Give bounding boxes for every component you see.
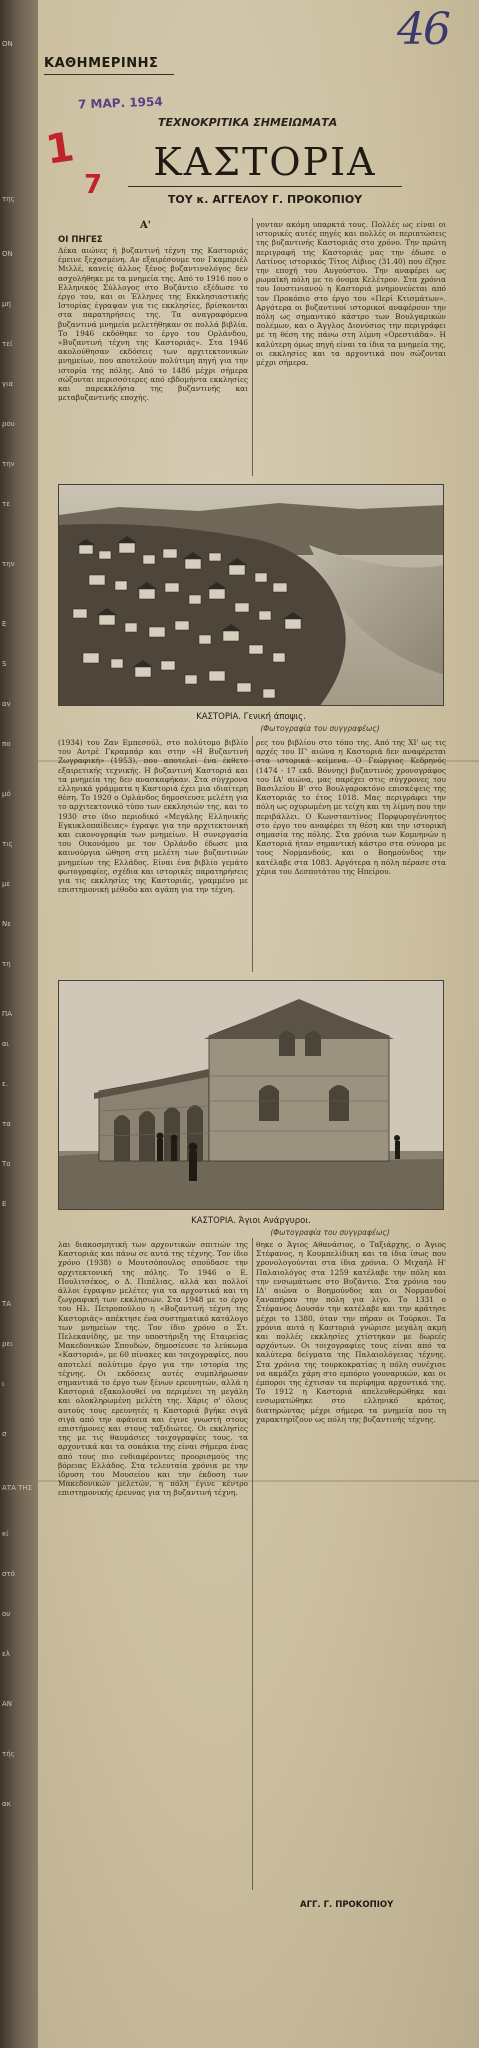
neighbouring-clippings-strip [0,0,38,2048]
part-heading: Α' [140,220,151,231]
photo-agioi-anargyroi [58,980,444,1210]
text-column-2-bottom: θηκε ο Άγιος Αθανάσιος, ο Ταξιάρχης, ο Άγιος Στέφανος, η Κουμπελίδικη και τα ίδια ίσως που χρονολογούνται στα ίδια χρόνια. Ο Μιχαήλ Η' Παλαιολόγος στα 1259 κατέλαβε την πόλη και την ενσωμάτωσε στο Βυζάντιο. Στα χρόνια του ΙΔ' αιώνα ο Βοημούνδος και οι Νορμανδοί ξαναπήραν την πόλη για λίγο. Το 1331 ο Στέφανος Δουσάν την κατέλαβε και την κράτησε μέχρι το 1380, όταν την πήραν οι Τούρκοι. Τα χρόνια αυτά η Καστοριά γνώρισε μεγάλη ακμή και πολλές εκκλησίες χτίστηκαν με δωρεές αρχόντων. Οι τοιχογραφίες τους είναι από τα καλύτερα δείγματα της Παλαιολόγειας τέχνης. Στα χρόνια της τουρκοκρατίας η πόλη συνέχισε να ακμάζει χάρη στο εμπόριο γουναρικών, και οι έμποροι της έχτισαν τα περίφημα αρχοντικά της. Το 1912 η Καστοριά απελευθερώθηκε και ενσωματώθηκε στο ελληνικό κράτος, διατηρώντας μέχρι σήμερα τα μνημεία που τη χαρακτηρίζουν ως πόλη της βυζαντινής τέχνης. [256,1240,446,1424]
text-column-2-middle: ρες του βιβλίου στο τόπο της. Από της XI' ως τις αρχές του ΙΓ' αιώνα η Καστοριά δεν αναφέρεται στα ιστορικά κείμενα. Ο Γεώργιος Κεδρηνός (1474 - 17 εκδ. Βόννης) βυζαντινός χρονογράφος του ΙΑ' αιώνα, μας παρέχει στις σύγχρονες του Βασιλείου Β' στο Βουλγαροκτόνο επισκέψεις της Καστοριάς το έτος 1018. Μας περιγράφει την πόλη ως οχυρωμένη με τείχη και τη λίμνη που την περιβάλλει. Ο Κωνσταντίνος Πορφυρογέννητος στο έργο του αναφέρει τη θέση και την ιστορική σημασία της πόλης. Στα χρόνια των Κομνηνών η Καστοριά ήταν σημαντική κάστρο στα σύνορα με τους Νορμανδούς, και ο Βοημούνδος την κατέλαβε στα 1083. Αργότερα η πόλη πέρασε στα χέρια του Δεσποτάτου της Ηπείρου. [256,738,446,876]
left-fragment: ΤΑ [2,1300,12,1308]
left-fragment: ρου [2,420,15,428]
photo-caption-agioi-anargyroi: ΚΑΣΤΟΡΙΑ. Άγιοι Ανάργυροι. [191,1216,311,1226]
left-fragment: την [2,460,15,468]
column-rule [252,1238,253,1890]
left-fragment: ου [2,1610,11,1618]
left-fragment: κί [2,1530,9,1538]
photo-credit-general-view: (Φωτογραφία του συγγραφέως) [260,724,380,733]
left-fragment: ΠΑ [2,1010,13,1018]
left-fragment: μη [2,300,11,308]
section-heading: ΤΕΧΝΟΚΡΙΤΙΚΑ ΣΗΜΕΙΩΜΑΤΑ [158,116,338,129]
left-fragment: για [2,380,14,388]
church-photo-image [59,981,444,1210]
newspaper-name: ΚΑΘΗΜΕΡΙΝΗΣ [44,56,159,71]
left-fragment: ΟΝ [2,250,13,258]
text-column-2-top: γονταν ακόμη υπαρκτά τους. Πολλές ως είναι οι ιστορικές αυτές πηγές και πολλές οι περιπτώσεις της βυζαντινής Καστοριάς στο χρόνο. Την πρώτη περιγραφή της Καστοριάς μας την έδωσε ο Λατίνος ιστορικός Τίτος Λίβιος (31.40) που έζησε την εποχή του Αυγούστου. Την αναφέρει ως ρωμαϊκή πόλη με το όνομα Κελέτρον. Στα χρόνια του Ιουστινιανού η Καστοριά μνημονεύεται από τον Προκόπιο στο έργο του «Περί Κτισμάτων». Αργότερα οι βυζαντινοί ιστορικοί αναφέρουν την πόλη ως σημαντικό κάστρο των Βουλγαρικών πολέμων, και ο Άγγλος Διονύσιος την περιγράφει με τη θέση της πάνω στη λίμνη «Ορεστιάδα». Η καλύτερη όμως πηγή είναι τα ίδια τα μνημεία της, οι εκκλησίες και τα αρχοντικά που σώζονται μέχρι σήμερα. [256,220,446,368]
left-fragment: σ [2,1430,7,1438]
left-fragment: αι [2,1040,9,1048]
left-fragment: μό [2,790,11,798]
subheading: ΟΙ ΠΗΓΕΣ [58,235,103,245]
article-byline: ΤΟΥ κ. ΑΓΓΕΛΟΥ Γ. ΠΡΟΚΟΠΙΟΥ [167,193,363,206]
left-fragment: τεί [2,340,13,348]
left-fragment: πο [2,740,11,748]
photo-credit-agioi-anargyroi: (Φωτογραφία του συγγραφέως) [270,1228,390,1237]
handwritten-page-number: 46 [397,4,449,55]
left-fragment: Ε [2,620,7,628]
left-fragment: αν [2,700,11,708]
photo-caption-general-view: ΚΑΣΤΟΡΙΑ. Γενική άποψις. [196,712,306,722]
left-fragment: ΑΝ [2,1700,13,1708]
left-fragment: Νε [2,920,12,928]
text-column-1-top: Δέκα αιώνες ή βυζαντινή τέχνη της Καστοριάς έμεινε ξεχασμένη. Αν εξαιρέσουμε τον Γκαμπριέλ Μιλλέ, κανείς άλλος ξένος βυζαντινολόγος δεν ασχολήθηκε με τα μνημεία της. Από το 1916 που ο Ελληνικός Σύλλογος στο Βυζάντιο εξέδωσε το έργο του, και οι Έλληνες της Εκκλησιαστικής Ιστορίας έγραψαν για τις εκκλησίες, βρίσκονται στα παρατηρήσεις της. Τα αναγραφόμενα βυζαντινά μνημεία μελετήθηκαν σε πολλά βιβλία. Το 1946 εκδόθηκε το έργο του Ορλάνδου, «Βυζαντινή τέχνη της Καστοριάς». Στα 1946 ακολούθησαν εκδόσεις των αρχιτεκτονικών μνημείων, που αποτελούν πολύτιμη πηγή για την ιστορία της πόλης. Από το 1486 μέχρι σήμερα σώζονται περισσότερες από εβδομήντα εκκλησίες και παρεκκλήσια της βυζαντινής και μεταβυζαντινής εποχής. [58,246,248,403]
left-fragment: S [2,660,7,668]
text-column-1-middle: (1934) του Ζαν Εμπεσούλ, στο πολύτομο βιβλίο του Αντρέ Γκραμπάρ και στην «Η Βυζαντινή Ζωγραφική» (1953), που αποτελεί ένα έκθετο εξαιρετικής τεχνικής. Η βυζαντινή Καστοριά και τα μνημεία της δεν ανασκαφήκαν. Στα σύγχρονα ελληνικά γράμματα η Καστοριά έχει μια ιδιαίτερη θέση. Το 1920 ο Ορλάνδος δημοσίευσε μελέτη για το αρχιτεκτονικό τύπο των εκκλησιών της, και το 1930 στο ίδιο περιοδικό «Μεγάλης Ελληνικής Εγκυκλοπαίδειας» έγραψε για την αρχιτεκτονική και εικονογραφία των μνημείων. Η συνεργασία του Οικονόμου με τον Ορλάνδο έδωσε μια καινούργια ώθηση στη μελέτη των βυζαντινών μνημείων της Ελλάδος. Είναι ένα βιβλίο γεμάτο φωτογραφίες, σχέδια και ιστορικές παρατηρήσεις για τις εκκλησίες της Καστοριάς, γραμμένο με επιστημονική μέθοδο και αγάπη για την τέχνη. [58,738,248,895]
left-fragment: Το [2,1160,11,1168]
left-fragment: ελ [2,1650,10,1658]
left-fragment: ακ [2,1800,11,1808]
left-fragment: ρει [2,1340,13,1348]
article-title: ΚΑΣΤΟΡΙΑ [153,140,377,184]
left-fragment: ι [2,1380,5,1388]
left-fragment: τη [2,960,11,968]
masthead-rule [44,74,174,75]
left-fragment: ΑΤΑ ΤΗΣ [2,1484,33,1492]
column-rule [252,736,253,972]
left-fragment: με [2,880,11,888]
left-fragment: της [2,195,15,203]
date-stamp: 7 ΜΑΡ. 1954 [77,94,163,112]
left-fragment: τα [2,1120,11,1128]
left-fragment: τής [2,1750,15,1758]
left-fragment: τις [2,840,13,848]
town-photo-image [59,485,444,706]
left-fragment: την [2,560,15,568]
left-fragment: στό [2,1570,15,1578]
red-annotation-number: 1 [42,124,77,174]
author-signature: ΑΓΓ. Γ. ΠΡΟΚΟΠΙΟΥ [300,1900,394,1910]
column-rule [252,218,253,476]
red-annotation-small: 7 [84,170,103,200]
photo-general-view [58,484,444,706]
left-fragment: Ε [2,1200,7,1208]
byline-rule [128,186,402,187]
text-column-1-bottom: λαι διακοσμητική των αρχοντικών σπιτιών της Καστοριάς και πάνω σε αυτά της τέχνης. Τον ίδιο χρόνο (1938) ο Μουτσόπουλος σπούδασε την αρχιτεκτονική της πόλης. Το 1946 ο Ε. Πουλιτσέκος, ο Δ. Πιπέλιας, αλλά και πολλοί άλλοι έγραψαν μελέτες για τα αρχοντικά και τη ζωγραφική των εκκλησιών. Στα 1948 με το έργο του Ηλ. Πετροπούλου η «Βυζαντινή τέχνη της Καστοριάς» απέκτησε ένα συστηματικό κατάλογο των μνημείων της. Τον ίδιο χρόνο ο Στ. Πελεκανίδης, με την υποστήριξη της Εταιρείας Μακεδονικών Σπουδών, δημοσίευσε το λεύκωμα «Καστοριά», με 60 πίνακες και τοιχογραφίες, που αποτελεί πολύτιμο έργο για την ιστορία της τέχνης. Οι εκδόσεις αυτές συμπλήρωσαν σημαντικά το έργο των ξένων ερευνητών, αλλά η Καστοριά εξακολουθεί να περιμένει τη μεγάλη και ολοκληρωμένη μελέτη της. Χάρις σ' όλους αυτούς τους ερευνητές η Καστοριά βγήκε σιγά σιγά από την αφάνεια και έγινε γνωστή στους επιστήμονες και στους ταξιδιώτες. Οι εκκλησίες της με τις θαυμάσιες τοιχογραφίες τους, τα αρχοντικά και τα σοκάκια της είναι σήμερα ένας από τους πιο ενδιαφέροντες προορισμούς της βόρειας Ελλάδος. Στα τελευταία χρόνια με την ίδρυση του Μουσείου και την έκδοση των Μακεδονικών μελετών, η πόλη έγινε κέντρο επιστημονικής έρευνας για τη βυζαντινή τέχνη. [58,1240,248,1498]
left-fragment: ΟΝ [2,40,13,48]
left-fragment: τε [2,500,10,508]
left-fragment: ε. [2,1080,9,1088]
